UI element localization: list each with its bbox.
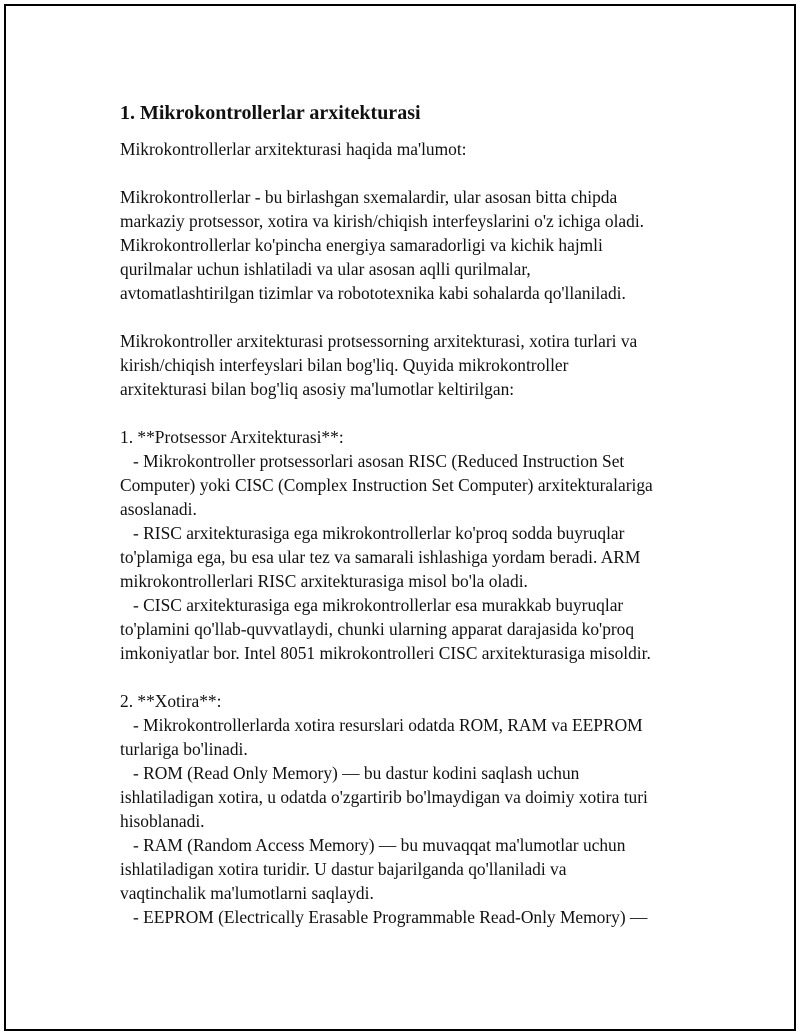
text-line: - EEPROM (Electrically Erasable Programmable Read-Only Memory) — bbox=[120, 907, 648, 927]
text-line: Mikrokontrollerlar arxitekturasi haqida ma'lumot: bbox=[120, 139, 467, 159]
text-line: imkoniyatlar bor. Intel 8051 mikrokontrolleri CISC arxitekturasiga misoldir. bbox=[120, 643, 651, 663]
text-line: kirish/chiqish interfeyslari bilan bog'liq. Quyida mikrokontroller bbox=[120, 355, 569, 375]
text-line: mikrokontrollerlari RISC arxitekturasiga misol bo'la oladi. bbox=[120, 571, 528, 591]
text-line: - CISC arxitekturasiga ega mikrokontrollerlar esa murakkab buyruqlar bbox=[120, 595, 624, 615]
text-line: - Mikrokontrollerlarda xotira resurslari odatda ROM, RAM va EEPROM bbox=[120, 715, 643, 735]
blank-line bbox=[120, 305, 720, 329]
text-line: Computer) yoki CISC (Complex Instruction Set Computer) arxitekturalariga bbox=[120, 475, 653, 495]
document-text bbox=[120, 137, 720, 929]
text-line: Mikrokontrollerlar - bu birlashgan sxemalardir, ular asosan bitta chipda bbox=[120, 187, 618, 207]
text-line: markaziy protsessor, xotira va kirish/chiqish interfeyslarini o'z ichiga oladi. bbox=[120, 211, 645, 231]
blank-line bbox=[120, 401, 720, 425]
text-line: turlariga bo'linadi. bbox=[120, 739, 248, 759]
text-line: to'plamiga ega, bu esa ular tez va samarali ishlashiga yordam beradi. ARM bbox=[120, 547, 641, 567]
blank-line bbox=[120, 665, 720, 689]
text-line: - RAM (Random Access Memory) — bu muvaqqat ma'lumotlar uchun bbox=[120, 835, 626, 855]
text-line: - ROM (Read Only Memory) — bu dastur kodini saqlash uchun bbox=[120, 763, 580, 783]
text-line: ishlatiladigan xotira, u odatda o'zgartirib bo'lmaydigan va doimiy xotira turi bbox=[120, 787, 648, 807]
text-line: vaqtinchalik ma'lumotlarni saqlaydi. bbox=[120, 883, 374, 903]
text-line: qurilmalar uchun ishlatiladi va ular asosan aqlli qurilmalar, bbox=[120, 259, 531, 279]
text-line: - RISC arxitekturasiga ega mikrokontrollerlar ko'proq sodda buyruqlar bbox=[120, 523, 625, 543]
text-line: avtomatlashtirilgan tizimlar va robototexnika kabi sohalarda qo'llaniladi. bbox=[120, 283, 626, 303]
blank-line bbox=[120, 161, 720, 185]
text-line: ishlatiladigan xotira turidir. U dastur bajarilganda qo'llaniladi va bbox=[120, 859, 567, 879]
text-line: to'plamini qo'llab-quvvatlaydi, chunki ularning apparat darajasida ko'proq bbox=[120, 619, 635, 639]
document-body bbox=[120, 100, 720, 929]
text-line: arxitekturasi bilan bog'liq asosiy ma'lumotlar keltirilgan: bbox=[120, 379, 515, 399]
text-line: 1. **Protsessor Arxitekturasi**: bbox=[120, 427, 344, 447]
document-title: 1. Mikrokontrollerlar arxitekturasi bbox=[120, 102, 421, 124]
text-line: Mikrokontroller arxitekturasi protsessorning arxitekturasi, xotira turlari va bbox=[120, 331, 638, 351]
text-line: Mikrokontrollerlar ko'pincha energiya samaradorligi va kichik hajmli bbox=[120, 235, 603, 255]
text-line: 2. **Xotira**: bbox=[120, 691, 222, 711]
page-frame bbox=[4, 4, 796, 1031]
text-line: hisoblanadi. bbox=[120, 811, 205, 831]
text-line: - Mikrokontroller protsessorlari asosan RISC (Reduced Instruction Set bbox=[120, 451, 625, 471]
text-line: asoslanadi. bbox=[120, 499, 197, 519]
